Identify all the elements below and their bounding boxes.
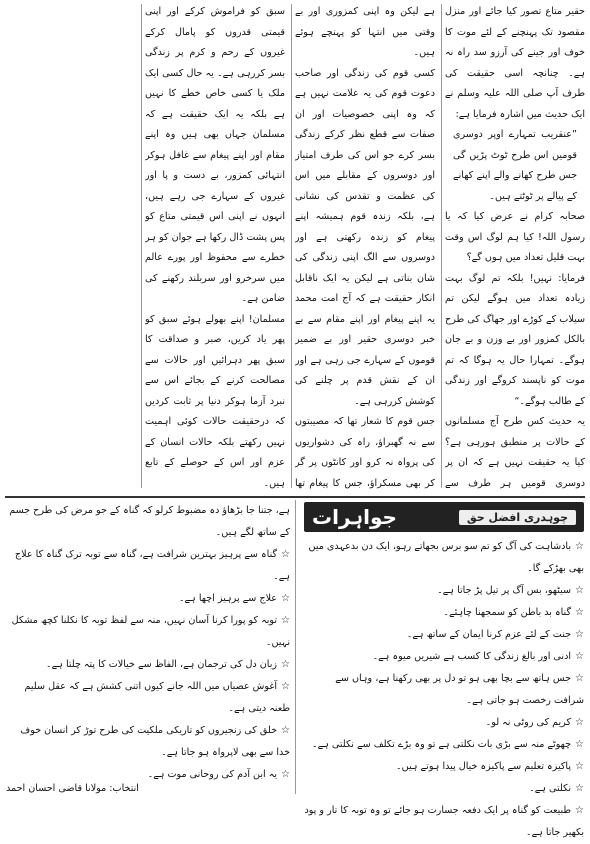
star-icon: ☆ — [281, 549, 290, 560]
star-icon: ☆ — [281, 615, 290, 626]
article-column-2 — [295, 2, 435, 490]
star-icon: ☆ — [575, 585, 584, 596]
star-icon: ☆ — [575, 541, 584, 552]
paragraph: مسلمان! اپنے بھولے ہوئے سبق کو پھر یاد کریں، صبر و صداقت کا سبق پھر دہرائیں اور حالات سے مصالحت کرنے کے بجائے اس سے نبرد آزما ہوکر دنیا پر ثابت کردیں کہ درحقیقت حالات کوئی اہمیت نہیں رکھتے بلکہ حالات انسان کے عزم اور اس کے حوصلے کے تابع ہیں۔ — [145, 313, 285, 489]
paragraph: حقیر متاع تصور کیا جائے اور منزل مقصود تک پہنچنے کے لئے موت کا خوف اور جینے کی آرزو سد راہ نہ ہے۔ چنانچہ اسی حقیقت کی طرف آپ صلی اللہ علیہ وسلم نے ایک حدیث میں اشارہ فرمایا ہے: — [445, 6, 585, 120]
star-icon: ☆ — [281, 769, 290, 780]
section-title: جواہرات — [312, 505, 397, 529]
star-icon: ☆ — [575, 607, 584, 618]
saying-item: ☆نکلتی ہے۔ — [529, 783, 584, 794]
saying-item: ☆خلق کی زنجیروں کو تاریکی ملکیت کی طرح توڑ کر انسان خوف خدا سے بھی لاپرواہ ہو جاتا ہے۔ — [20, 725, 290, 758]
star-icon: ☆ — [575, 783, 584, 794]
section-banner — [304, 502, 584, 532]
paragraph: کسی قوم کی زندگی اور صاحب دعوت قوم کی یہ علامت نہیں ہے کہ وہ اپنی خصوصیات اور ان صفات سے قطع نظر کرکے زندگی بسر کرے جو اس کی طرف امتیاز اور دوسروں کے مقابلے میں اس کی عظمت و تقدس کی نشانی ہے، بلکہ زندہ قوم ہمیشہ اپنے پیغام کو زندہ رکھتی ہے اور دوسروں سے الگ اپنی زندگی کی شان بناتی ہے لیکن یہ ایک ناقابل انکار حقیقت ہے کہ آج امت محمد یہ اپنے پیغام اور اپنے مقام سے بے خبر دوسری حقیر اور بے ضمیر قوموں کے سہارے جی رہی ہے اور ان کے نقش قدم پر چلنے کی کوشش کررہی ہے۔ — [295, 67, 435, 407]
saying-item: ہے، جتنا جا بڑھاؤ دہ مضبوط کرلو کہ گناہ کے جو مرض کی طرح جسم کے ساتھ لگے ہیں۔ — [9, 505, 290, 538]
saying-item: ☆طبیعت کو گناہ پر ایک دفعہ جسارت ہو جائے تو وہ توبہ کا تار و پود بکھیر جاتا ہے۔ — [304, 805, 584, 838]
saying-item: ☆گناہ سے پرہیز بہترین شرافت ہے، گناہ سے توبہ ترک گناہ کا علاج ہے۔ — [14, 549, 290, 582]
saying-item: ☆توبہ کو پورا کرنا آسان نہیں، منہ سے لفظ توبہ کا نکلنا کچھ مشکل نہیں۔ — [11, 615, 290, 648]
paragraph: صحابہ کرام نے عرض کیا کہ یا رسول اللہ! کیا ہم لوگ اس وقت بہت قلیل تعداد میں ہوں گے؟ — [445, 211, 585, 263]
section-divider — [5, 496, 585, 498]
saying-item: ☆آغوش عصیاں میں اللہ جانے کیوں اتنی کشش ہے کہ عقل سلیم طعنہ دیتی ہے۔ — [24, 681, 290, 714]
saying-item: ☆پاکیزہ تعلیم سے پاکیزہ خیال پیدا ہوتے ہیں۔ — [396, 761, 584, 772]
paragraph: یہ حدیث کس طرح آج مسلمانوں کے حالات پر منطبق ہورہی ہے؟ کیا یہ حقیقت نہیں ہے کہ ان پر دوسری قومیں ہر طرف سے — [445, 416, 585, 489]
star-icon: ☆ — [281, 659, 290, 670]
paragraph: ہے لیکن وہ اپنی کمزوری اور بے وقتی میں انتہا کو پہنچے ہوئے ہیں۔ — [295, 6, 435, 58]
star-icon: ☆ — [575, 717, 584, 728]
saying-item: ☆بادشاہت کی آگ کو تم سو برس بجھاتے رہو، ایک دن بدعہدی میں بھی بھڑکے گا۔ — [308, 541, 584, 574]
star-icon: ☆ — [281, 725, 290, 736]
star-icon: ☆ — [575, 761, 584, 772]
star-icon: ☆ — [575, 629, 584, 640]
star-icon: ☆ — [575, 673, 584, 684]
sayings-list-right — [304, 536, 584, 844]
selection-credit: انتخاب: مولانا قاضی احسان احمد — [6, 783, 139, 794]
saying-item: ☆کریم کی روٹی نہ لو۔ — [485, 717, 584, 728]
column-divider — [295, 500, 296, 794]
saying-item: ☆سیٹھو، بس آگ پر تیل پڑ جاتا ہے۔ — [437, 585, 584, 596]
star-icon: ☆ — [281, 593, 290, 604]
sayings-list-left — [6, 500, 290, 786]
article-column-1 — [445, 2, 585, 490]
saying-item: ☆چھوٹے منہ سے بڑی بات نکلتی ہے تو وہ بڑے تکلف سے نکلتی ہے۔ — [311, 739, 584, 750]
paragraph: سبق کو فراموش کرکے اور اپنی قیمتی قدروں کو پامال کرکے غیروں کے رحم و کرم پر زندگی بسر کررہی ہے۔ یہ حال کسی ایک ملک یا کسی خاص خطے کا نہیں ہے بلکہ یہ ایک حقیقت ہے کہ مسلمان جہاں بھی ہیں وہ اپنے مقام اور اپنے پیغام سے غافل ہوکر انتہائی کمزور، بے دست و پا اور غیروں کے سہارے جی رہے ہیں، انہوں نے اپنی اس قیمتی متاع کو پس پشت ڈال رکھا ہے جوان کو ہر خطرے سے محفوظ اور پورے عالم میں سرخرو اور سربلند رکھنے کی ضامن ہے۔ — [145, 6, 285, 304]
article-column-3 — [145, 2, 285, 490]
hadith-quote: ”عنقریب تمہارے اوپر دوسری قومیں اس طرح ٹوٹ پڑیں گی جس طرح کھانے والے اپنے کھانے کے پیالے پر ٹوٹتے ہیں۔ — [453, 129, 577, 202]
saying-item: ☆ادنی اور بالغ زندگی کا کسب ہے شیریں میوہ ہے۔ — [372, 651, 584, 662]
star-icon: ☆ — [281, 681, 290, 692]
section-author: چوہدری افضل حق — [459, 510, 576, 525]
saying-item: ☆زبان دل کی ترجمان ہے، الفاظ سے خیالات کا پتہ چلتا ہے۔ — [46, 659, 290, 670]
saying-item: ☆یہ ابن آدم کی روحانی موت ہے۔ — [147, 769, 290, 780]
paragraph: جس قوم کا شعار تھا کہ مصیبتوں سے نہ گھبراؤ، راہ کی دشواریوں کی پرواہ نہ کرو اور کانٹوں پر گر کر بھی مسکراؤ، جس کا پیغام تھا — [295, 416, 435, 489]
star-icon: ☆ — [575, 805, 584, 816]
column-divider — [141, 4, 142, 488]
column-divider — [441, 4, 442, 488]
star-icon: ☆ — [575, 651, 584, 662]
saying-item: ☆علاج سے پرہیز اچھا ہے۔ — [178, 593, 290, 604]
saying-item: ☆گناہ بد باطن کو سمجھنا چاہئے۔ — [443, 607, 584, 618]
saying-item: ☆جس ہاتھ سے بچا بھی ہو تو دل پر بھی رکھنا ہے، وہاں سے شرافت رخصت ہو جاتی ہے۔ — [335, 673, 584, 706]
column-divider — [291, 4, 292, 488]
star-icon: ☆ — [575, 739, 584, 750]
paragraph: فرمایا: نہیں! بلکہ تم لوگ بہت زیادہ تعداد میں ہوگے لیکن تم سیلاب کے کوڑے اور جھاگ کی طرح بالکل کمزور اور بے وزن و بے جان ہوگے۔ تمہارا حال یہ ہوگا کہ تم موت کو ناپسند کروگے اور زندگی کے طالب ہوگے۔“ — [445, 272, 585, 407]
saying-item: ☆جنت کے لئے عزم کرنا ایمان کے ساتھ ہے۔ — [406, 629, 584, 640]
